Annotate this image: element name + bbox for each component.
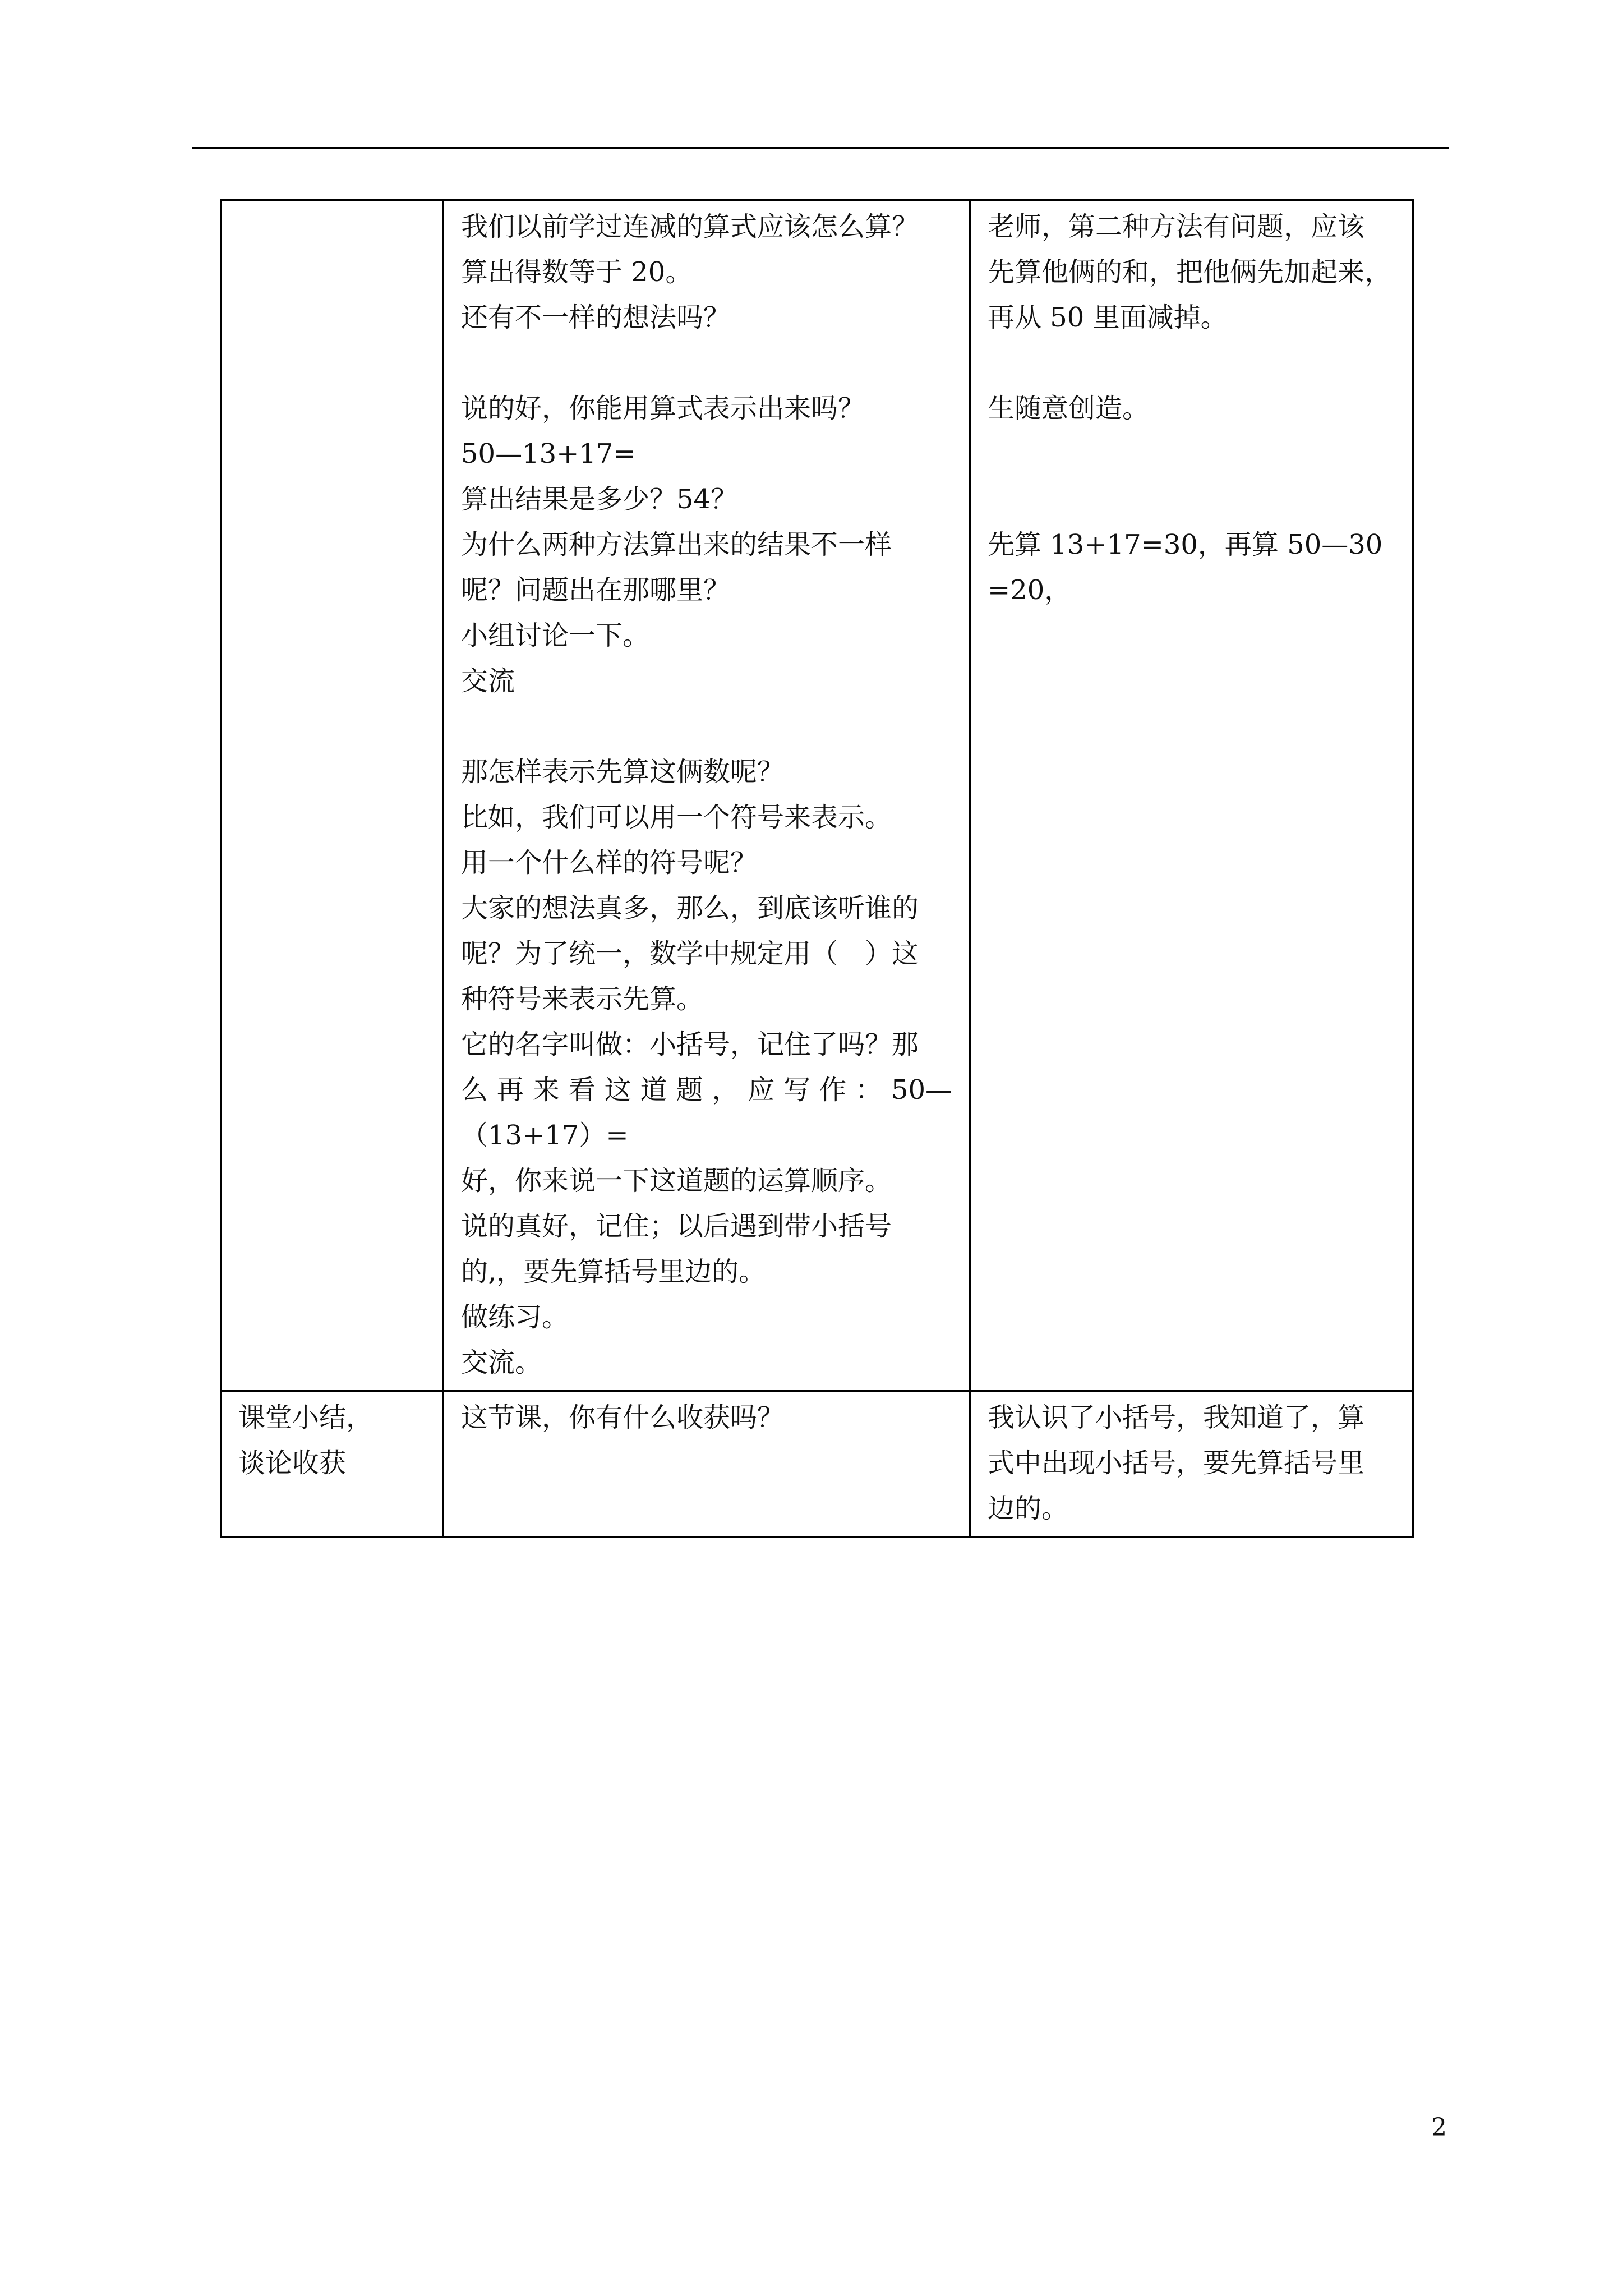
teacher-line: 说的真好，记住；以后遇到带小括号 bbox=[461, 1211, 892, 1242]
activity-cell bbox=[221, 200, 444, 1391]
activity-text bbox=[238, 204, 426, 250]
blank-line bbox=[988, 431, 1395, 477]
teacher-line: 50—13+17= bbox=[461, 438, 636, 470]
student-cell bbox=[970, 1391, 1413, 1537]
blank-line bbox=[461, 341, 952, 386]
activity-cell bbox=[221, 1391, 444, 1537]
teacher-line: 交流 bbox=[461, 665, 515, 697]
activity-line: 谈论收获 bbox=[238, 1447, 347, 1479]
teacher-line: 做练习。 bbox=[461, 1301, 569, 1333]
teacher-cell bbox=[444, 1391, 970, 1537]
teacher-line: 好，你来说一下这道题的运算顺序。 bbox=[461, 1165, 892, 1197]
blank-line bbox=[461, 704, 952, 749]
teacher-line: 大家的想法真多，那么，到底该听谁的 bbox=[461, 892, 919, 924]
student-line: 再从 50 里面减掉。 bbox=[988, 302, 1228, 333]
teacher-line: 这节课，你有什么收获吗？ bbox=[461, 1402, 785, 1433]
teacher-line: 种符号来表示先算。 bbox=[461, 983, 704, 1015]
teacher-line: （13+17）= bbox=[461, 1120, 629, 1151]
teacher-line: 为什么两种方法算出来的结果不一样 bbox=[461, 529, 892, 560]
teacher-cell bbox=[444, 200, 970, 1391]
student-line: 我认识了小括号，我知道了，算 bbox=[988, 1402, 1365, 1433]
teacher-line: 么再来看这道题，应写作：50— bbox=[461, 1074, 952, 1106]
teacher-line: 那怎样表示先算这俩数呢？ bbox=[461, 756, 785, 788]
teacher-line: 还有不一样的想法吗？ bbox=[461, 302, 731, 333]
teacher-line: 我们以前学过连减的算式应该怎么算？ bbox=[461, 211, 919, 242]
table-row bbox=[221, 200, 1413, 1391]
blank-line bbox=[988, 341, 1395, 386]
teacher-line: 用一个什么样的符号呢？ bbox=[461, 847, 758, 878]
teacher-line: 它的名字叫做：小括号，记住了吗？那 bbox=[461, 1029, 919, 1060]
student-line: 生随意创造。 bbox=[988, 393, 1150, 424]
teacher-line: 交流。 bbox=[461, 1347, 542, 1378]
student-line: 老师，第二种方法有问题，应该 bbox=[988, 211, 1365, 242]
teacher-line: 算出结果是多少？54？ bbox=[461, 484, 738, 515]
teacher-line: 算出得数等于 20。 bbox=[461, 256, 693, 288]
student-line: 边的。 bbox=[988, 1493, 1069, 1524]
teacher-line: 的,，要先算括号里边的。 bbox=[461, 1256, 766, 1287]
student-line: 先算他俩的和，把他俩先加起来， bbox=[988, 256, 1392, 288]
blank-line bbox=[988, 477, 1395, 522]
teacher-line: 呢？为了统一，数学中规定用（ ）这 bbox=[461, 938, 919, 969]
teacher-line: 比如，我们可以用一个符号来表示。 bbox=[461, 802, 892, 833]
lesson-plan-table bbox=[220, 199, 1414, 1538]
header-rule bbox=[192, 147, 1449, 149]
student-line: 先算 13+17=30，再算 50—30=20， bbox=[988, 529, 1383, 606]
student-line: 式中出现小括号，要先算括号里 bbox=[988, 1447, 1365, 1479]
teacher-line: 说的好，你能用算式表示出来吗？ bbox=[461, 393, 865, 424]
student-cell bbox=[970, 200, 1413, 1391]
teacher-line: 小组讨论一下。 bbox=[461, 620, 650, 651]
teacher-line: 呢？问题出在那哪里？ bbox=[461, 574, 731, 606]
page-number: 2 bbox=[1431, 2113, 1447, 2142]
table-row bbox=[221, 1391, 1413, 1537]
activity-line: 课堂小结， bbox=[238, 1402, 374, 1433]
